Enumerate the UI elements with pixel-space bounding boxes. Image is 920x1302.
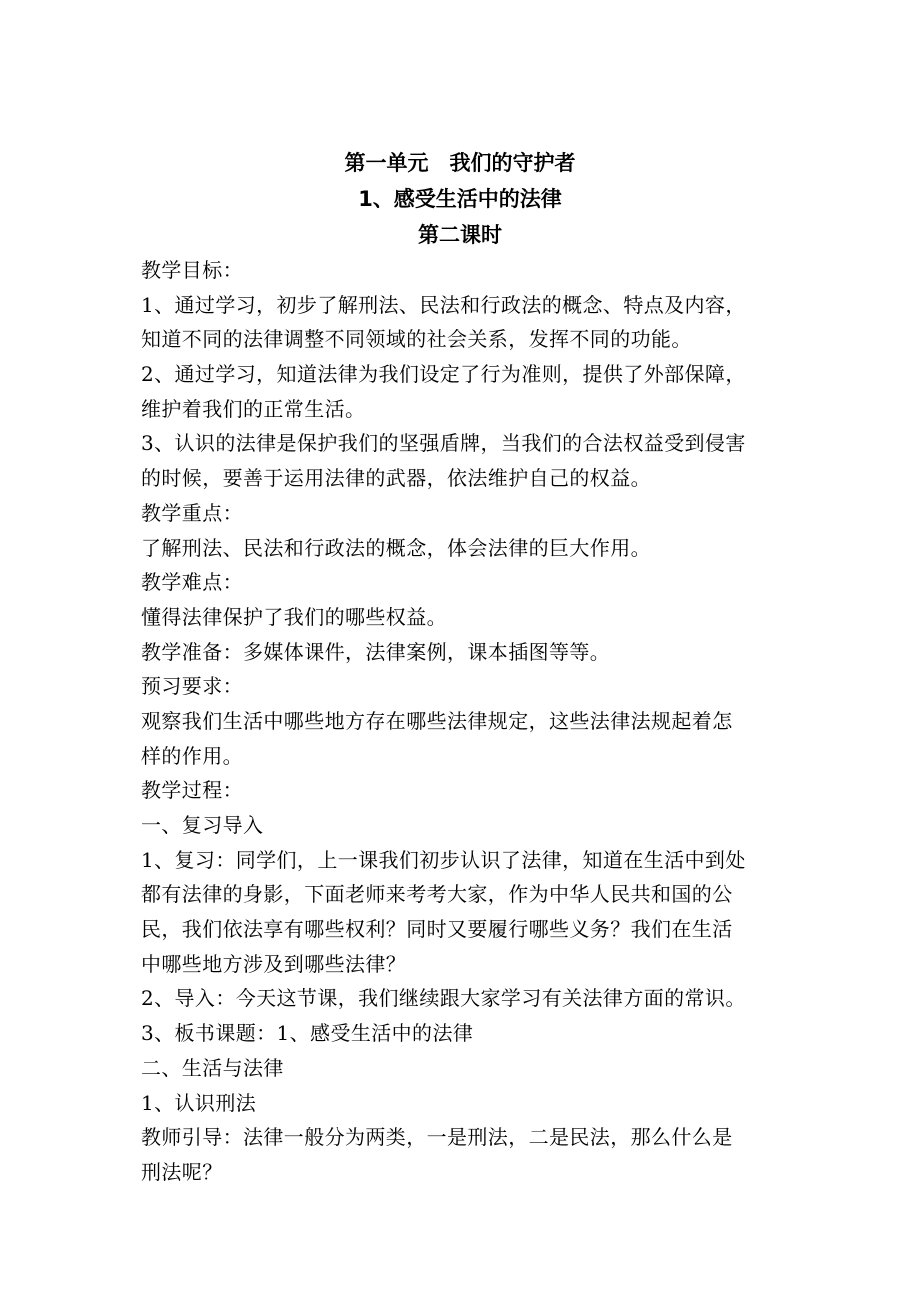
text-line: 预习要求：	[141, 674, 243, 699]
text-line: 的时候，要善于运用法律的武器，依法维护自己的权益。	[141, 466, 651, 491]
text-line: 懂得法律保护了我们的哪些权益。	[141, 604, 447, 629]
text-line: 教学重点：	[141, 500, 243, 525]
text-line: 样的作用。	[141, 743, 243, 768]
text-line: 3、认识的法律是保护我们的坚强盾牌，当我们的合法权益受到侵害	[141, 431, 746, 456]
period-title: 第二课时	[418, 223, 502, 247]
text-line: 观察我们生活中哪些地方存在哪些法律规定，这些法律法规起着怎	[141, 708, 733, 733]
text-line: 1、复习：同学们，上一课我们初步认识了法律，知道在生活中到处	[141, 847, 746, 872]
text-line: 教师引导：法律一般分为两类，一是刑法，二是民法，那么什么是	[141, 1125, 733, 1150]
text-line: 都有法律的身影，下面老师来考考大家，作为中华人民共和国的公	[141, 882, 733, 907]
text-line: 教学准备：多媒体课件，法律案例，课本插图等等。	[141, 639, 611, 664]
text-line: 教学过程：	[141, 778, 243, 803]
title-block	[0, 145, 920, 253]
text-line: 2、导入：今天这节课，我们继续跟大家学习有关法律方面的常识。	[141, 986, 746, 1011]
text-line: 教学难点：	[141, 570, 243, 595]
text-line: 3、板书课题：1、感受生活中的法律	[141, 1021, 474, 1046]
unit-title: 第一单元 我们的守护者	[344, 151, 576, 175]
text-line: 教学目标：	[141, 258, 243, 282]
text-line: 二、生活与法律	[141, 1055, 284, 1080]
text-line: 民，我们依法享有哪些权利？同时又要履行哪些义务？我们在生活	[141, 917, 733, 942]
text-line: 知道不同的法律调整不同领域的社会关系，发挥不同的功能。	[141, 327, 692, 352]
lesson-title: 1、感受生活中的法律	[358, 187, 562, 211]
text-line: 了解刑法、民法和行政法的概念，体会法律的巨大作用。	[141, 535, 651, 560]
text-line: 维护着我们的正常生活。	[141, 396, 366, 421]
document-body	[141, 253, 781, 1190]
text-line: 2、通过学习，知道法律为我们设定了行为准则，提供了外部保障，	[141, 362, 746, 387]
text-line: 一、复习导入	[141, 813, 264, 837]
text-line: 中哪些地方涉及到哪些法律？	[141, 951, 407, 976]
text-line: 1、通过学习，初步了解刑法、民法和行政法的概念、特点及内容，	[141, 292, 746, 317]
text-line: 刑法呢？	[141, 1159, 223, 1184]
text-line: 1、认识刑法	[141, 1090, 257, 1115]
